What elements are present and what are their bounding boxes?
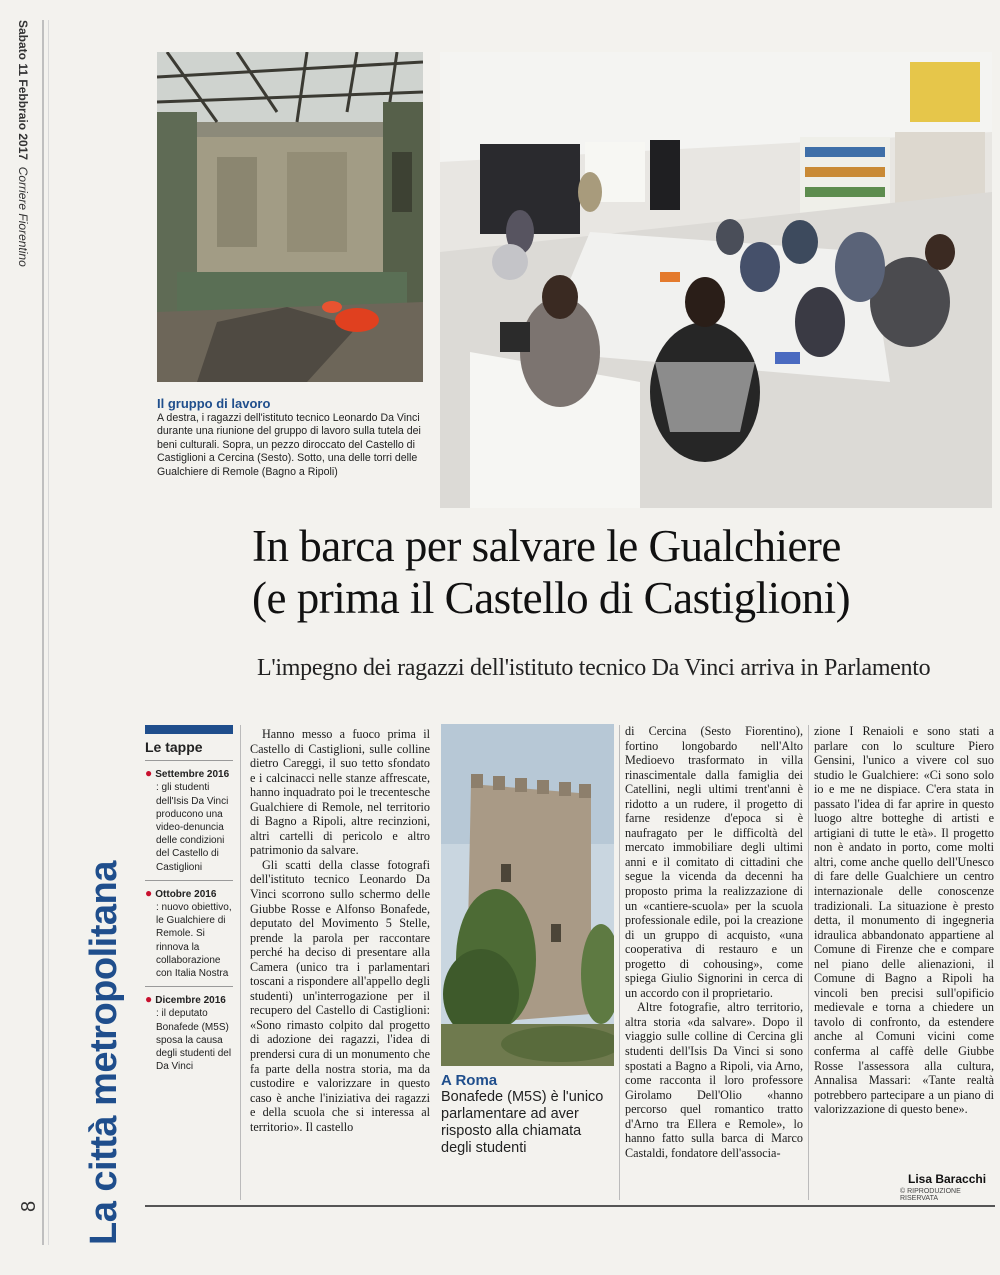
tower-photo — [441, 724, 614, 1066]
timeline-text: : nuovo obiettivo, le Gualchiere di Remole. Si rinnova la collaborazione con Italia Nostra — [156, 902, 232, 980]
page-number: 8 — [18, 1200, 40, 1212]
page-date: Sabato 11 Febbraio 2017 — [16, 20, 30, 161]
timeline-text: : il deputato Bonafede (M5S) sposa la causa degli studenti del Da Vinci — [156, 1008, 232, 1073]
photo-caption — [157, 397, 427, 479]
timeline-item — [145, 986, 233, 1073]
side-rule-thin — [48, 20, 49, 1245]
page-date-line — [14, 20, 32, 440]
bullet-icon: ● — [145, 885, 153, 900]
castle-ruin-photo — [157, 52, 423, 382]
headline-line-2: (e prima il Castello di Castiglioni) — [252, 573, 851, 623]
a-roma-title: A Roma — [441, 1072, 498, 1089]
bottom-rule — [145, 1205, 995, 1207]
caption-title: Il gruppo di lavoro — [157, 396, 271, 411]
article-paragraph: Altre fotografie, altro territorio, altra storia «da salvare». Dopo il viaggio sulle colline di Cercina gli studenti dell'Isis Da Vinci si sono spostati a Bagno a Ripoli, via Arno, come racconta il loro professore Girolamo Dell'Olio «hanno percorso quel romantico tratto d'Arno tra Ellera e Remole», lo hanno fatto sulla barca di Marco Castaldi, fondatore dell'associa- — [625, 1000, 803, 1160]
timeline-item — [145, 760, 233, 874]
newspaper-name: Corriere Fiorentino — [16, 166, 30, 267]
section-label: La città metropolitana — [83, 861, 125, 1245]
bullet-icon: ● — [145, 766, 153, 781]
a-roma-box — [441, 1068, 614, 1157]
side-rule — [42, 20, 44, 1245]
column-rule — [619, 725, 620, 1200]
timeline-date: Settembre 2016 — [155, 769, 230, 781]
headline — [252, 520, 992, 624]
article-column-1 — [250, 727, 430, 1134]
side-strip — [0, 0, 140, 1275]
classroom-photo — [440, 52, 992, 508]
timeline-item — [145, 880, 233, 980]
author-byline: Lisa Baracchi — [908, 1172, 987, 1186]
caption-text: A destra, i ragazzi dell'istituto tecnico Leonardo Da Vinci durante una riunione del gruppo di lavoro sulla tutela dei beni culturali. Sopra, un pezzo diroccato del Castello di Castiglioni a Cercina (Sesto). Sotto, una delle torri delle Gualchiere di Remole (Bagno a Ripoli) — [157, 411, 421, 478]
timeline-box — [145, 725, 233, 1073]
article-column-4 — [814, 724, 994, 1117]
bullet-icon: ● — [145, 992, 153, 1007]
article-paragraph: zione I Renaioli e sono stati a parlare con lo sculture Piero Gensini, l'unico a vivere col suo studio le Gualchiere: «Ci sono solo io e me ne dispiace. C'era stata in passato l'idea di far aprire in questo luogo altre botteghe di artisti e artigiani di tutte le età». Il progetto non è andato in porto, come molti altri, come anche quello dell'Unesco di fare delle Gualchiere un centro internazionale delle conoscenze tradizionali. La situazione è presto detta, il monumento di ingegneria idraulica abbandonato appartiene al Comune di Firenze che e compare nel piano delle alienazioni, il Comune di Bagno a Ripoli ha vincoli ben precisi sull'opificio medievale e torna a chiedere un tavolo di confronto, da estendere anche al Comuni vicini come conferma al caffè delle Giubbe Rosse l'assessora alla cultura, Annalisa Massari: «Tante realtà potrebbero partecipare a un piano di valorizzazione di questo bene». — [814, 724, 994, 1117]
timeline-text: : gli studenti dell'Isis Da Vinci producono una video-denuncia delle condizioni del Castello di Castiglioni — [156, 782, 229, 873]
rights-notice: © RIPRODUZIONE RISERVATA — [900, 1188, 961, 1202]
article-paragraph: Gli scatti della classe fotografi dell'istituto tecnico Leonardo Da Vinci scorrono sullo schermo delle Giubbe Rosse e Alfonso Bonafede, deputato del Movimento 5 Stelle, prende la parola per raccontare perché ha deciso di presentare alla Camera (unico tra i parlamentari toscani a rispondere all'appello degli studenti) un'interrogazione per il recupero del Castello di Castiglioni: «Sono rimasto colpito dal progetto di adozione dei ragazzi, l'idea di prendersi cura di un monumento che fa parte della nostra storia, ma da custodire e valorizzare in questo caso è anche l'iniziativa dei ragazzi e della scuola che si interessa al territorio». Il castello — [250, 857, 430, 1134]
article-paragraph: di Cercina (Sesto Fiorentino), fortino longobardo nell'Alto Medioevo trasformato in villa rinascimentale dalla famiglia dei Catellini, negli ultimi trent'anni è ridotto a un rudere, il progetto di farne residenze d'epoca si è naufragato per le difficoltà del mercato immobiliare degli ultimi anni e il comitato di cittadini che segue la vicenda da decenni ha proposto prima la realizzazione di un «cantiere-scuola» per la scuola professionale edile, poi la creazione di un gruppo di acquisto, «una cooperativa di restauro e un progetto di cohousing», come spiega Giulio Signorini in cerca di un accordo con il proprietario. — [625, 724, 803, 1000]
timeline-date: Ottobre 2016 — [155, 888, 217, 900]
article-paragraph: Hanno messo a fuoco prima il Castello di Castiglioni, sulle colline dietro Careggi, il suo tetto sfondato e i calcinacci nelle stanze affrescate, hanno inquadrato poi le trecentesche Gualchiere di Remole, nel territorio di Bagno a Ripoli, altre recinzioni, altri cartelli di pericolo e altro patrimonio da salvare. — [250, 727, 430, 858]
column-rule — [240, 725, 241, 1200]
article-column-3 — [625, 724, 803, 1160]
headline-line-1: In barca per salvare le Gualchiere — [252, 521, 841, 571]
timeline-date: Dicembre 2016 — [155, 995, 226, 1007]
column-rule — [808, 725, 809, 1200]
subheadline: L'impegno dei ragazzi dell'istituto tecnico Da Vinci arriva in Parlamento — [257, 655, 931, 681]
timeline-title: Le tappe — [145, 739, 203, 755]
timeline-bar — [145, 725, 233, 734]
a-roma-text: Bonafede (M5S) è l'unico parlamentare ad aver risposto alla chiamata degli studenti — [441, 1089, 604, 1156]
